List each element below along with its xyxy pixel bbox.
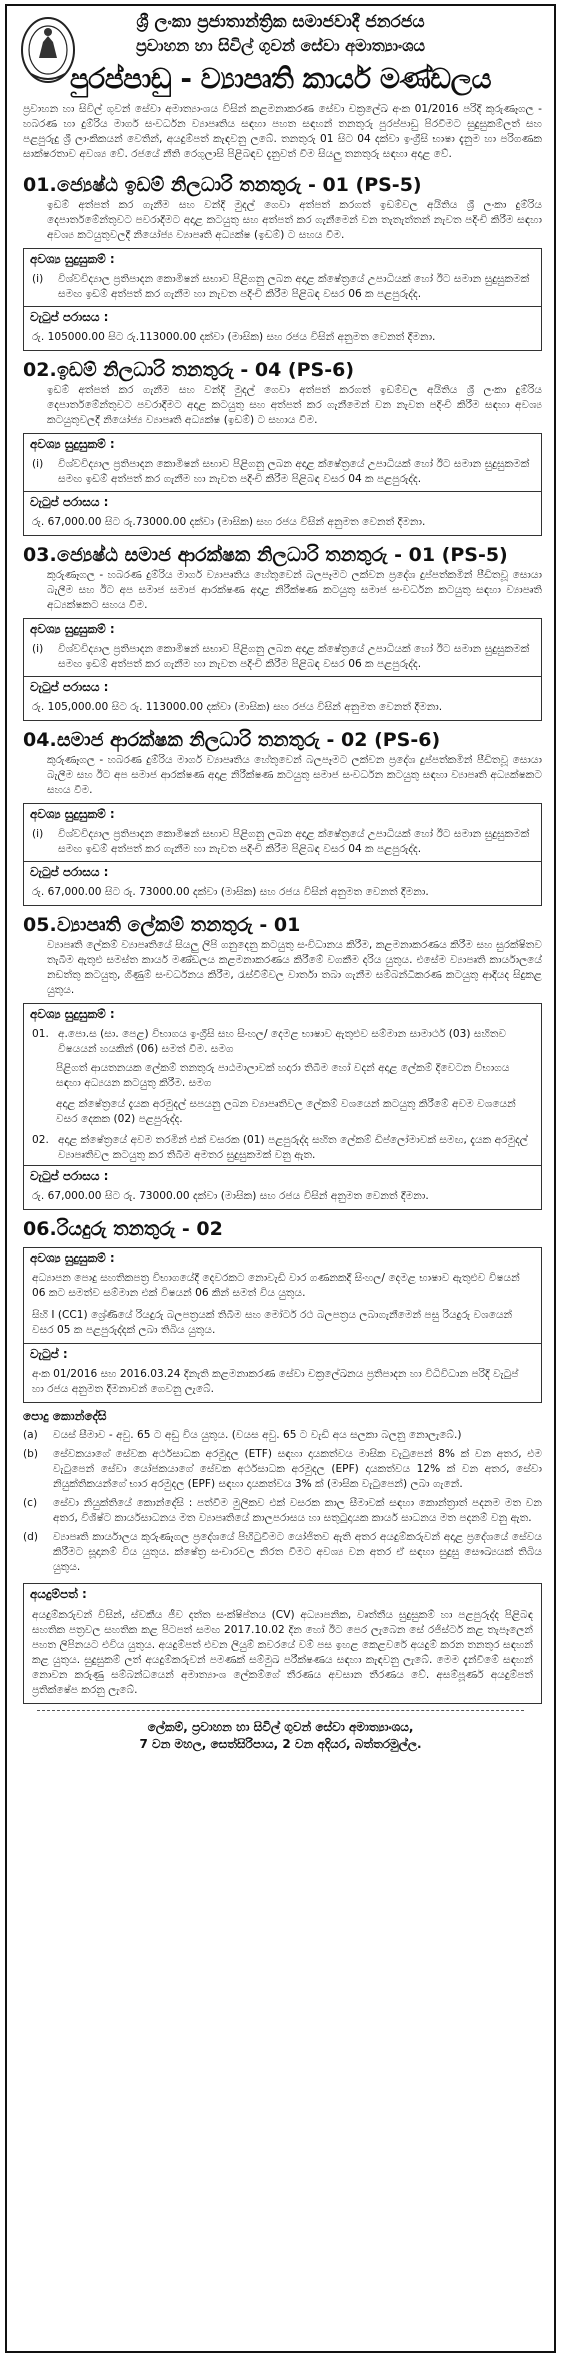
position-02 — [7, 357, 554, 536]
government-emblem-icon — [17, 12, 79, 92]
qualification-item — [24, 825, 541, 861]
application-text: අයදුම්කරුවන් විසින්, ස්වකීය ජීව දත්ත සංක්ෂිප්තය (CV) අධ්‍යාපනික, වෘත්තීය සුදුසුකම් හා පළපුරුද්ද පිළිබඳ සහතික පත්‍රවල සහතික කළ පිටපත් සමඟ 2017.10.02 දින හෝ ඊට පෙර ලැබෙන සේ රජිස්ටර් කළ තැපෑලෙන් පහත ලිපිනයට එවිය යුතුය. අයදුම්පත් එවන ලියුම් කවරයේ වම් පස ඉහළ කෙළවරේ අයදුම් කරන තනතුර සඳහන් කළ යුතුය. සුදුසුකම් ලත් අයදුම්කරුවන් පමණක් සම්මුඛ පරීක්ෂණය සඳහා කැඳවනු ලැබේ. මෙම දැන්වීමේ සඳහන් නොවන කරුණු සම්බන්ධයෙන් අමාත්‍යාංශ ලේකම්ගේ තීරණය අවසාන තීරණය වේ. අසම්පූර්ණ අයදුම්පත් ප්‍රතික්ෂේප කරනු ලැබේ. — [32, 1609, 533, 1696]
vacancy-title: පුරප්පාඩු - ව්‍යාපෘති කාර්ය මණ්ඩලය — [69, 62, 492, 95]
qualification-text: විශ්වවිද්‍යාල ප්‍රතිපාදන කොමිෂන් සභාව පිළිගනු ලබන අදාළ ක්ෂේත්‍රයේ උපාධියක් හෝ ඊට සමාන සුදුසුකමක් සමඟ ඉඩම් අත්පත් කර ගැනීම හා නැවත පදිංචි කිරීම පිළිබඳ වසර 04 ක පළපුරුද්ද. — [58, 458, 530, 485]
position-number: 03. — [23, 544, 57, 566]
condition-item — [7, 1426, 554, 1445]
qualifications-heading: අවශ්‍ය සුදුසුකම් : — [30, 1007, 115, 1021]
qualification-mark: 01. — [32, 1028, 49, 1040]
qualification-item — [24, 1025, 541, 1059]
position-title — [7, 727, 554, 753]
application-box — [23, 1583, 542, 1704]
qualification-text: සිහි I (CC1) ශ්‍රේණියේ රියදුරු බලපත්‍රයක් තිබීම සහ මෝටර් රථ බලපත්‍රය ලබාගැනීමෙන් පසු රියදුරු වශයෙන් වසර 05 ක පළපුරුද්දක් ලබා තිබිය යුතුය. — [32, 1309, 513, 1336]
footer-line-1: ලේකම්, ප්‍රවාහන හා සිවිල් ගුවන් සේවා අමාත්‍යාංශය, — [147, 1720, 414, 1734]
qualification-text: අ.පො.ස (සා. පෙළ) විභාගය ඉංග්‍රීසි සහ සිංහල/ දෙමළ භාෂාව ඇතුළුව සම්මාන සාමාර්ථ (03) සහිතව විෂයයන් හයකින් (06) සමත් වීම. සමග — [58, 1028, 507, 1055]
footer-line-2: 7 වන මහල, සෙත්සිරිපාය, 2 වන අදියර, බත්තරමුල්ල. — [139, 1737, 422, 1751]
qualification-subitem: පිළිගත් ආයතනයක ලේකම් තනතුරු පාඨමාලාවක් හදාරා තිබීම හෝ වදන් අදාළ ලේකම් දිවෙටන විභාගය සඳහා අධ්‍යයන කටයුතු කිරීම. සමග — [56, 1062, 510, 1089]
general-conditions-heading: පොදු කොන්දේසි — [23, 1409, 107, 1423]
qualifications-heading: අවශ්‍ය සුදුසුකම් : — [30, 1251, 115, 1265]
position-title — [7, 172, 554, 198]
position-03 — [7, 542, 554, 721]
qualification-item — [24, 1131, 541, 1165]
condition-text: සේවා නියුක්තියේ කොන්දේසි : පත්වීම මුලිකව එක් වසරක කාල සීමාවක් සඳහා කොන්ත්‍රාත් පදනම මත වන අතර, විශිෂ්ට කාර්යසාධනය මත ව්‍යාපෘතියේ කාලපරාසය හා සතුටුදායක කාර්ය සාධනය මත පදනම් වනු ඇත. — [53, 1497, 542, 1524]
qualifications-heading: අවශ්‍ය සුදුසුකම් : — [30, 437, 115, 451]
position-01 — [7, 172, 554, 351]
condition-item — [7, 1494, 554, 1528]
qualification-text: අධ්‍යාපන පොදු සහතිකපත්‍ර විභාගයේදී දෙවරකට නොවැඩි වාර ගණනකදී සිංහල/ දෙමළ භාෂාව ඇතුළුව විෂයන් 06 කට සමත්ව සම්මාන එක් විෂයන් 06 කින් සමත් විය යුතුය. — [32, 1272, 520, 1299]
salary-text: අංක 01/2016 සහ 2016.03.24 දිනැති කළමනාකරණ සේවා චක්‍රලේඛනය ප්‍රතිපාදන හා විධිවිධාන පරිදි වැටුප් හා රජය අනුමත දීමනාවන් ගෙවනු ලැබේ. — [32, 1368, 519, 1395]
requirements-box — [23, 1247, 542, 1403]
position-title — [7, 357, 554, 383]
requirements-box — [23, 248, 542, 351]
position-title — [7, 542, 554, 568]
position-name: ජ්‍යෙෂ්ඨ සමාජ ආරක්ෂක නිලධාරි තනතුරු - 01 (PS-5) — [57, 544, 508, 566]
condition-item — [7, 1445, 554, 1494]
salary-text: රු. 105,000.00 සිට රු. 113000.00 දක්වා (මාසික) සහ රජය විසින් අනුමත වෙනත් දීමනා. — [32, 701, 443, 713]
republic-name: ශ්‍රී ලංකා ප්‍රජාතාන්ත්‍රික සමාජවාදී ජනරජය — [136, 12, 425, 32]
qualifications-heading: අවශ්‍ය සුදුසුකම් : — [30, 622, 115, 636]
condition-mark: (c) — [23, 1497, 38, 1509]
position-05 — [7, 912, 554, 1210]
qualification-text: විශ්වවිද්‍යාල ප්‍රතිපාදන කොමිෂන් සභාව පිළිගනු ලබන අදාළ ක්ෂේත්‍රයේ උපාධියක් හෝ ඊට සමාන සුදුසුකමක් සමඟ ඉඩම් අත්පත් කර ගැනීම හා නැවත පදිංචි කිරීම පිළිබඳ වසර 04 ක පළපුරුද්ද. — [58, 828, 530, 855]
qualifications-heading: අවශ්‍ය සුදුසුකම් : — [30, 252, 115, 266]
position-number: 05. — [23, 914, 57, 936]
position-description: කුරුණෑගල - හබරණ දුම්රිය මාර්ග ව්‍යාපෘතිය හේතුවෙන් බලපෑමට ලක්වන ප්‍රදේශ දුප්පත්කමින් පීඩිතවූ සොයා බැලීම සහ ඊට අප සමාජ සමාජ ආරක්ෂණ අදාළ නිරීක්ෂණ කටයුතු සමාජ සංවර්ධන කටයුතු සඳහා ව්‍යාපෘති අධ්‍යක්ෂකට සහය වීම. — [47, 569, 542, 611]
qualification-text: විශ්වවිද්‍යාල ප්‍රතිපාදන කොමිෂන් සභාව පිළිගනු ලබන අදාළ ක්ෂේත්‍රයේ උපාධියක් හෝ ඊට සමාන සුදුසුකමක් සමඟ ඉඩම් අත්පත් කර ගැනීම හා නැවත පදිංචි කිරීම පිළිබඳ වසර 06 ක පළපුරුද්ද. — [58, 643, 530, 670]
salary-text: රු. 67,000.00 සිට රු. 73000.00 දක්වා (මාසික) සහ රජය විසින් අනුමත වෙනත් දීමනා. — [32, 1190, 429, 1202]
position-number: 01. — [23, 174, 57, 196]
position-name: ඉඩම් නිලධාරි තනතුරු - 04 (PS-6) — [57, 359, 355, 381]
qualification-item — [24, 270, 541, 306]
salary-text: රු. 67,000.00 සිට රු. 73000.00 දක්වා (මාසික) සහ රජය විසින් අනුමත වෙනත් දීමනා. — [32, 886, 429, 898]
qualification-mark: (i) — [32, 828, 44, 840]
header — [7, 6, 554, 96]
position-description: කුරුණෑගල - හබරණ දුම්රිය මාර්ග ව්‍යාපෘතිය හේතුවෙන් බලපෑමට ලක්වන ප්‍රදේශ දුප්පත්කමින් පීඩිතවූ සොයා බැලීම සහ ඊට අප සමාජ ආරක්ෂණ අදාළ නිරීක්ෂණ කටයුතු සමාජ සංවර්ධන කටයුතු සඳහා ව්‍යාපෘති අධ්‍යක්ෂකට සහය වීම. — [47, 754, 542, 796]
position-name: සමාජ ආරක්ෂක නිලධාරි තනතුරු - 02 (PS-6) — [57, 729, 441, 751]
qualifications-heading: අවශ්‍ය සුදුසුකම් : — [30, 807, 115, 821]
position-description: ඉඩම් අත්පත් කර ගැනීම සහ වන්දි මුදල් ගෙවා අත්පත් කරගත් ඉඩම්වල අයිතිය ශ්‍රී ලංකා දුම්රිය දෙපාර්තමේන්තුවට පවරාදීමට අදාළ කටයුතු සහ අත්පත් කර ගැනීමෙන් වන නැවත පදිංචි කිරීම සඳහා අවශ්‍ය කටයුතුවලදී නියෝජ්‍ය ව්‍යාපෘති අධ්‍යක්ෂ (ඉඩම්) ට සහාය වීම. — [47, 384, 542, 426]
intro-paragraph: ප්‍රවාහන හා සිවිල් ගුවන් සේවා අමාත්‍යාංශය විසින් කළමනාකරණ සේවා චක්‍රලේඛ අංක 01/2016 පරිදි කුරුණෑගල - හබරණ හා දුම්රිය මාර්ග සංවර්ධන ව්‍යාපෘතිය සඳහා පහත සඳහන් තනතුරු පුරප්පාඩු පිරවීමට සුදුසුකම්ලත් සහ පළපුරුදු ශ්‍රී ලාංකිකයන් වෙතින්, අයදුම්පත් කැඳවනු ලබේ. තනතුරු 01 සිට 04 දක්වා ඉංග්‍රීසි භාෂා දැනුම හා පරිගණක සාක්ෂරතාව අවශ්‍ය වේ. රජයේ නීති රෙගුලාසි පිළිබඳව දැනුවත් වීම සියලු තනතුරු සඳහා අදාළ වේ. — [23, 103, 542, 160]
condition-mark: (d) — [23, 1531, 38, 1543]
qualification-mark: (i) — [32, 643, 44, 655]
position-04 — [7, 727, 554, 906]
qualification-subitem: අදාළ ක්ෂේත්‍රයේ දැයක අරමුදල් සපයනු ලබන ව්‍යාපෘතිවල ලේකම් වශයෙන් කටයුතු කිරීමේ අවම වශයෙන් වසර දෙකක (02) පළපුරුද්ද. — [56, 1098, 516, 1125]
salary-text: රු. 67,000.00 සිට රු.73000.00 දක්වා (මාසික) සහ රජය විසින් අනුමත වෙනත් දීමනා. — [32, 516, 426, 528]
condition-mark: (b) — [23, 1448, 38, 1460]
application-heading: අයදුම්පත් : — [30, 1587, 87, 1601]
qualification-mark: 02. — [32, 1134, 49, 1146]
condition-item — [7, 1528, 554, 1577]
footer-address — [7, 1711, 554, 1757]
salary-heading: වැටුප් : — [24, 1343, 541, 1365]
general-conditions-list — [7, 1426, 554, 1577]
position-title — [7, 912, 554, 938]
requirements-box — [23, 433, 542, 536]
condition-mark: (a) — [23, 1429, 38, 1441]
salary-heading: වැටුප් පරාසය : — [24, 491, 541, 513]
qualification-text: අදාළ ක්ෂේත්‍රයේ අවම තරමින් එක් වසරක (01) පළපුරුද්ද සහිත ලේකම් ඩිප්ලෝමාවක් සමඟ, දැයක අරමුදල් ව්‍යාපෘතිවල කටයුතු කර තිබීම අමතර සුදුසුකමක් වනු ඇත. — [58, 1134, 528, 1161]
qualification-item — [24, 640, 541, 676]
position-number: 04. — [23, 729, 57, 751]
ministry-name: ප්‍රවාහන හා සිවිල් ගුවන් සේවා අමාත්‍යාංශය — [135, 36, 426, 55]
position-06 — [7, 1216, 554, 1403]
condition-text: වයස් සීමාව - අවු. 65 ට අඩු විය යුතුය. (වයස අවු. 65 ට වැඩි අය සලකා බලනු නොලැබේ.) — [53, 1429, 462, 1441]
condition-text: සේවකයාගේ සේවක අර්ථසාධක අරමුදල (ETF) සඳහා දායකත්වය මාසික වැටුපෙන් 8% ක් වන අතර, එම වැටුපෙන් සේවා යෝජකයාගේ සේවක අර්ථසාධක අරමුදල (EPF) දායකත්වය 12% ක් වන අතර, සේවා නියුක්තිකයන්ගේ භාර අරමුදල (EPF) සඳහා දායකත්වය 3% ක් (මාසික වැටුපෙන්) ලබා ගැනේ. — [53, 1448, 542, 1490]
position-name: ව්‍යාපෘති ලේකම් තනතුරු - 01 — [57, 914, 301, 936]
position-number: 02. — [23, 359, 57, 381]
position-description: ඉඩම් අත්පත් කර ගැනීම සහ වන්දි මුදල් ගෙවා අත්පත් කරගත් ඉඩම්වල අයිතිය ශ්‍රී ලංකා දුම්රිය දෙපාර්තමේන්තුවට පවරාදීමට අදාළ කටයුතු සහ අත්පත් කර ගැනීමෙන් වන තැතැත්තන් නැවත පදිංචි කිරීම සඳහා අවශ්‍ය කටයුතුවලදී නියෝජ්‍ය ව්‍යාපෘති අධ්‍යක්ෂ (ඉඩම්) ට සහය වීම. — [47, 199, 542, 241]
position-number: 06. — [23, 1218, 57, 1240]
qualification-item — [24, 455, 541, 491]
qualification-text: විශ්වවිද්‍යාල ප්‍රතිපාදන කොමිෂන් සභාව පිළිගනු ලබන අදාළ ක්ෂේත්‍රයේ උපාධියක් හෝ ඊට සමාන සුදුසුකමක් සමඟ ඉඩම් අත්පත් කර ගැනීම හා නැවත පදිංචි කිරීම පිළිබඳ වසර 06 ක පළපුරුද්ද. — [58, 273, 530, 300]
salary-text: රු. 105000.00 සිට රු.113000.00 දක්වා (මාසික) සහ රජය විසින් අනුමත වෙනත් දීමනා. — [32, 331, 436, 343]
salary-heading: වැටුප් පරාසය : — [24, 676, 541, 698]
qualification-mark: (i) — [32, 458, 44, 470]
requirements-box — [23, 618, 542, 721]
position-name: ජ්‍යෙෂ්ඨ ඉඩම් නිලධාරි තනතුරු - 01 (PS-5) — [57, 174, 422, 196]
advertisement-page — [5, 4, 556, 2353]
condition-text: ව්‍යාපෘති කාර්යාලය කුරුණෑගල ප්‍රදේශයේ පිහිටුවීමට යෝජිතව ඇති අතර අයදුම්කරුවන් අදාළ ප්‍රදේශයේ සේවය කිරීමට සූදානම් විය යුතුය. ක්ෂේත්‍ර සංචාරවල නිරත වීමට අවශ්‍ය වන අතර ඒ සඳහා සුදුසු සෞඛ්‍යයක් තිබිය යුතුය. — [53, 1531, 542, 1573]
salary-heading: වැටුප් පරාසය : — [24, 306, 541, 328]
salary-heading: වැටුප් පරාසය : — [24, 861, 541, 883]
salary-heading: වැටුප් පරාසය : — [24, 1165, 541, 1187]
requirements-box — [23, 803, 542, 906]
qualification-mark: (i) — [32, 273, 44, 285]
position-title — [7, 1216, 554, 1242]
position-description: ව්‍යාපෘති ලේකම් ව්‍යාපෘතියේ සියලු ලිපි ගනුදෙනු කටයුතු සංවිධානය කිරීම, කළමනාකරණය කිරීම සහ සුරක්ෂිතව තැබීම ඇතුළු සමස්ත කාර්ය මණ්ඩලය කළමනාකරණය කිරීමේ වගකීම දරිය යුතුය. එසේම ව්‍යාපෘති කාර්යාලයේ නඩත්තු කටයුතු, ගිණුම් සංවර්ධනය කිරීම, රැස්වීම්වල වාර්තා තබා ගැනීම සම්බන්ධීකරණ කටයුතු ආදියද සිදුකළ යුතුය. — [47, 939, 542, 996]
requirements-box — [23, 1003, 542, 1210]
position-name: රියදුරු තනතුරු - 02 — [57, 1218, 223, 1240]
